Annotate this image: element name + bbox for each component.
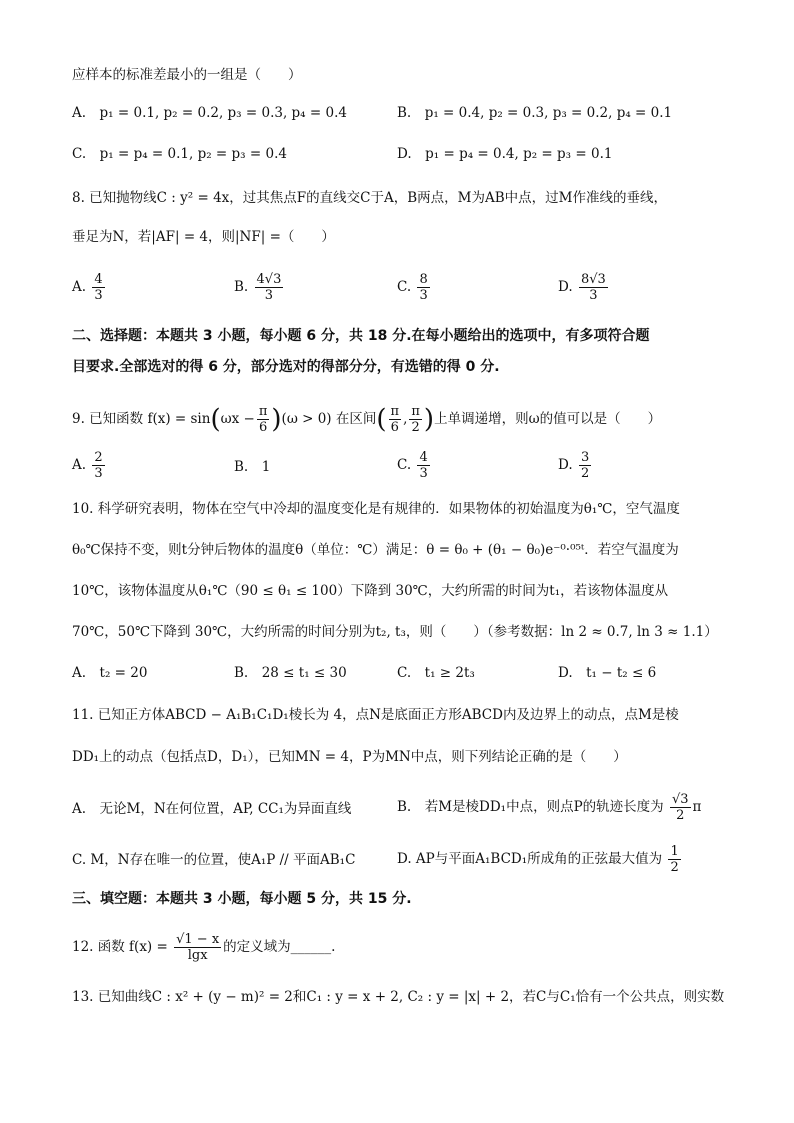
q10-stem-line1: 10. 科学研究表明，物体在空气中冷却的温度变化是有规律的．如果物体的初始温度为θ₁℃，空气温度 [72, 501, 680, 517]
fraction: $\frac{\pi}{6}$ [390, 404, 400, 435]
fraction: $\frac{2}{3}$ [94, 450, 103, 481]
fraction: $\frac{8√3}{3}$ [580, 272, 606, 303]
fraction: $\frac{8}{3}$ [419, 272, 428, 303]
fraction: $\frac{4}{3}$ [94, 272, 103, 303]
q9-option-d: D. $\frac{3}{2}$ [558, 450, 590, 481]
q10-option-c: C. t₁ ≥ 2t₃ [397, 665, 475, 681]
q7-option-c: C. p₁ = p₄ = 0.1, p₂ = p₃ = 0.4 [72, 146, 287, 162]
q9-option-c: C. $\frac{4}{3}$ [397, 450, 428, 481]
fraction: $\frac{\pi}{6}$ [258, 404, 268, 435]
q7-option-d: D. p₁ = p₄ = 0.4, p₂ = p₃ = 0.1 [397, 146, 613, 162]
q10-stem-line4: 70℃，50℃下降到 30℃，大约所需的时间分别为t₂, t₃，则（ ）（参考数据：ln 2 ≈ 0.7, ln 3 ≈ 1.1） [72, 624, 718, 640]
left-paren: ( [210, 404, 221, 435]
q10-stem-line2: θ₀℃保持不变，则t分钟后物体的温度θ（单位：℃）满足：θ = θ₀ + (θ₁ − θ₀)e⁻⁰·⁰⁵ᵗ．若空气温度为 [72, 542, 679, 558]
fraction: $\frac{3}{2}$ [580, 450, 590, 481]
option-label: A. [72, 279, 87, 295]
q9-option-a: A. $\frac{2}{3}$ [72, 450, 103, 481]
q11-stem-line1: 11. 已知正方体ABCD − A₁B₁C₁D₁棱长为 4，点N是底面正方形ABCD内及边界上的动点，点M是棱 [72, 707, 679, 723]
q12-stem: 12. 函数 f(x) = $\frac{√1 - x}{\lg x}$ 的定义域为______. [72, 932, 336, 963]
q8-option-c [397, 272, 432, 303]
option-label: B. [234, 279, 249, 295]
fraction: $\frac{\pi}{2}$ [411, 404, 420, 435]
fraction: $\frac{4}{3}$ [419, 450, 428, 481]
q9-stem: 9. 已知函数 f(x) = sin(ωx − $\frac{\pi}{6}$ )(ω > 0) 在区间( $\frac{\pi}{6}$ , $\frac{\pi}{2}$ )上单调递增，则ω的值可以是（ ） [72, 404, 662, 435]
right-paren: ) [423, 404, 435, 435]
q11-option-b: B. 若M是棱DD₁中点，则点P的轨迹长度为 $\frac{√3}{2}$ π [397, 792, 702, 823]
q10-option-a: A. t₂ = 20 [72, 665, 148, 681]
q7-option-b: B. p₁ = 0.4, p₂ = 0.3, p₃ = 0.2, p₄ = 0.1 [397, 105, 673, 121]
section2-heading-line1: 二、选择题：本题共 3 小题，每小题 6 分，共 18 分.在每小题给出的选项中，有多项符合题 [72, 328, 650, 344]
q11-stem-line2: DD₁上的动点（包括点D，D₁），已知MN = 4，P为MN中点，则下列结论正确的是（ ） [72, 749, 627, 765]
q11-option-d: D. AP与平面A₁BCD₁所成角的正弦最大值为 $\frac{1}{2}$ [397, 844, 679, 875]
q11-option-c: C. M，N存在唯一的位置，使A₁P // 平面AB₁C [72, 852, 356, 868]
q10-option-d: D. t₁ − t₂ ≤ 6 [558, 665, 657, 681]
fraction: $\frac{√1 - x}{\lg x}$ [176, 932, 220, 963]
q7-option-a: A. p₁ = 0.1, p₂ = 0.2, p₃ = 0.3, p₄ = 0.4 [72, 105, 347, 121]
q9-option-b: B. 1 [234, 459, 271, 475]
fraction: $\frac{1}{2}$ [670, 844, 679, 875]
option-label: C. [397, 279, 412, 295]
q8-stem-line2: 垂足为N，若|AF| = 4，则|NF| =（ ） [72, 229, 335, 245]
section2-heading-line2: 目要求.全部选对的得 6 分，部分选对的得部分分，有选错的得 0 分. [72, 359, 500, 375]
option-label: D. [558, 279, 573, 295]
q13-stem-line1: 13. 已知曲线C : x² + (y − m)² = 2和C₁ : y = x + 2, C₂ : y = |x| + 2，若C与C₁恰有一个公共点，则实数 [72, 989, 725, 1005]
q10-option-b: B. 28 ≤ t₁ ≤ 30 [234, 665, 347, 681]
q7-stem-tail: 应样本的标准差最小的一组是（ ） [72, 67, 302, 83]
q8-option-b [234, 272, 285, 303]
q10-stem-line3: 10℃，该物体温度从θ₁℃（90 ≤ θ₁ ≤ 100）下降到 30℃，大约所需的时间为t₁，若该物体温度从 [72, 583, 669, 599]
q8-option-d [558, 272, 610, 303]
q8-option-a [72, 272, 107, 303]
right-paren: ) [271, 404, 282, 435]
q8-stem-line1: 8. 已知抛物线C : y² = 4x，过其焦点F的直线交C于A，B两点，M为AB中点，过M作准线的垂线， [72, 190, 667, 206]
q11-option-a: A. 无论M，N在何位置，AP, CC₁为异面直线 [72, 801, 352, 817]
fraction: $\frac{√3}{2}$ [671, 792, 689, 823]
section3-heading: 三、填空题：本题共 3 小题，每小题 5 分，共 15 分. [72, 891, 412, 907]
fraction: $\frac{4√3}{3}$ [256, 272, 282, 303]
left-paren: ( [376, 404, 387, 435]
